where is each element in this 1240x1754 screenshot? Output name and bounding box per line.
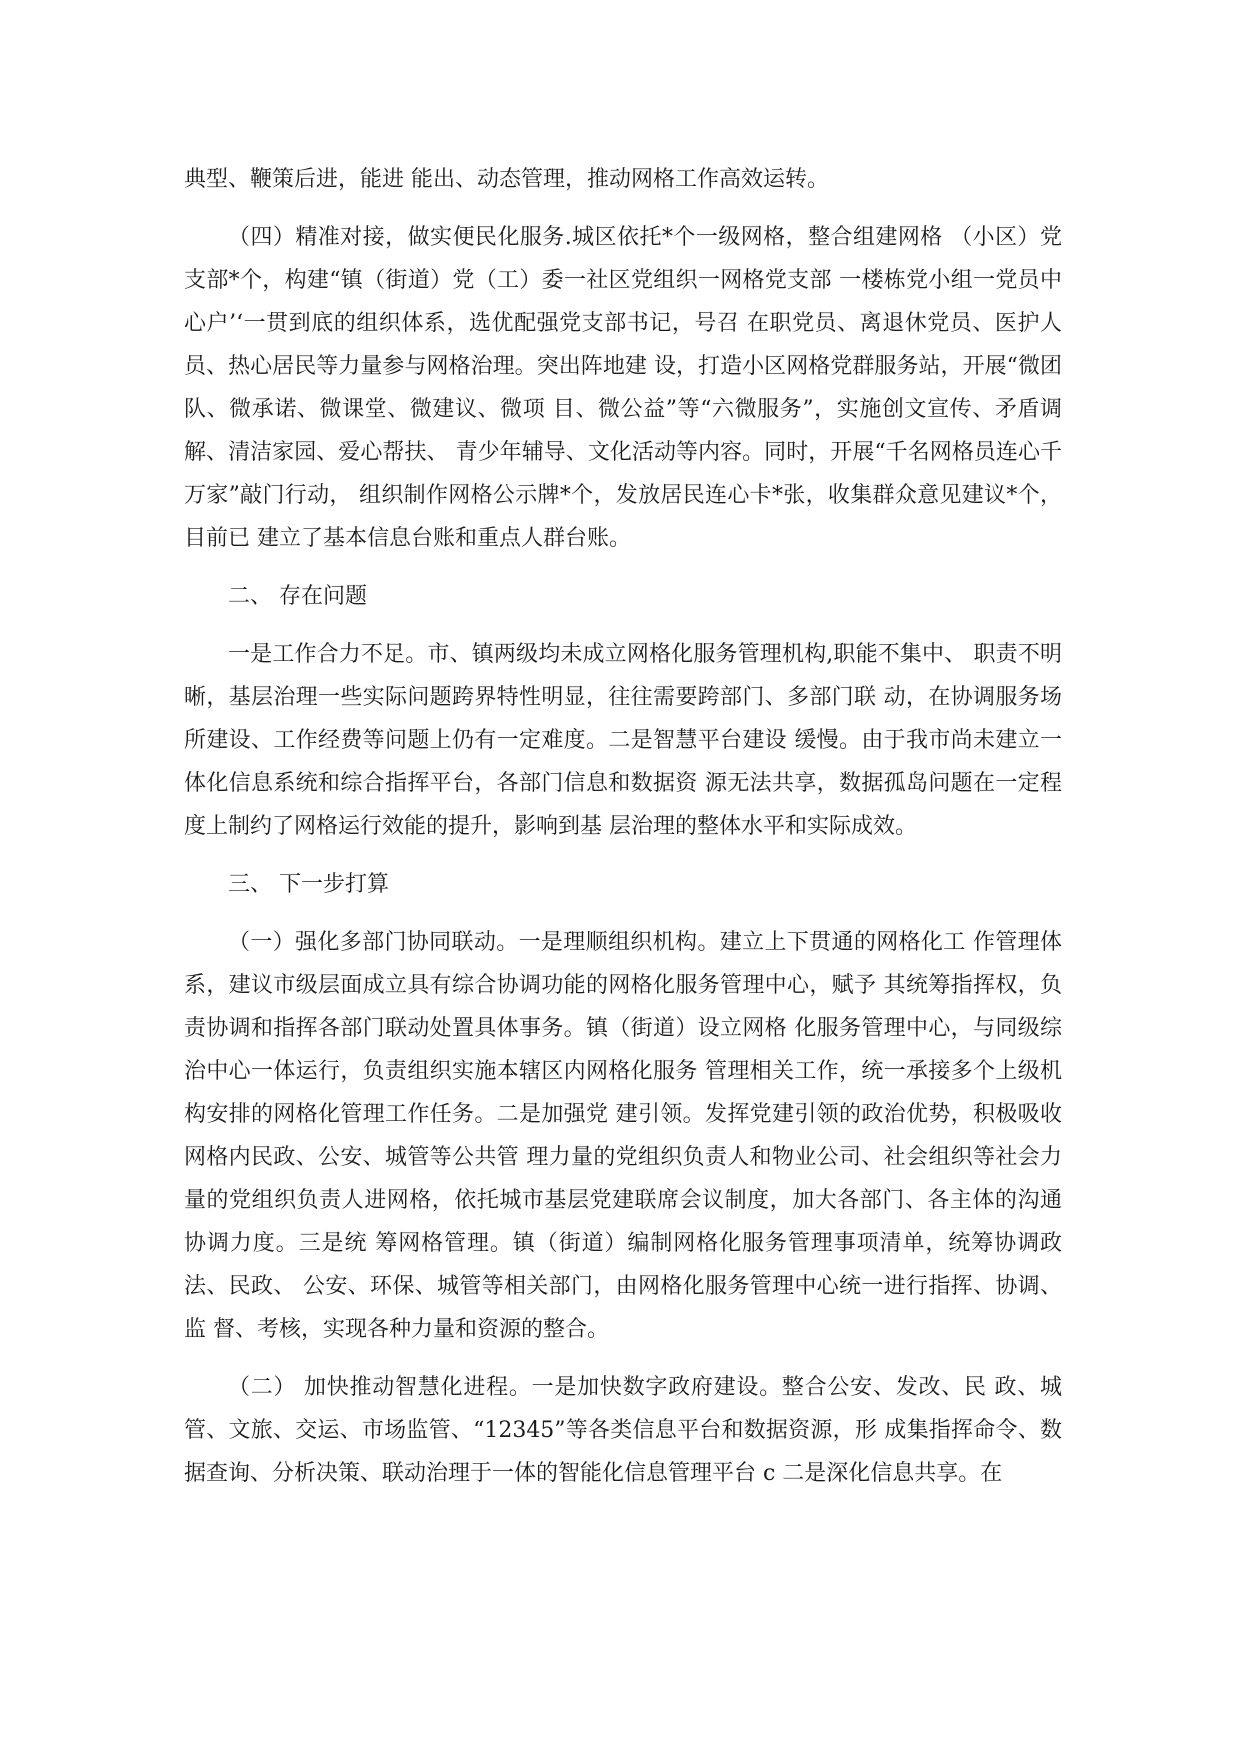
heading-existing-problems: 二、 存在问题 bbox=[228, 584, 367, 609]
paragraph-section-four: （四）精准对接，做实便民化服务.城区依托*个一级网格，整合组建网格 （小区）党支部*个，构建“镇（街道）党（工）委一社区党组织一网格党支部 一楼栋党小组一党员中心户’‘一贯到底的组织体系，选优配强党支部书记，号召 在职党员、离退休党员、医护人员、热心居民等力量参与网格治理。突出阵地建 设，打造小区网格党群服务站，开展“微团队、微承诺、微课堂、微建议、微项 目、微公益”等“六微服务”，实施创文宣传、矛盾调解、清洁家园、爱心帮扶、 青少年辅导、文化活动等内容。同时，开展“千名网格员连心千万家”敲门行动， 组织制作网格公示牌*个，发放居民连心卡*张，收集群众意见建议*个，目前已 建立了基本信息台账和重点人群台账。 bbox=[184, 225, 1062, 551]
paragraph-step-two: （二） 加快推动智慧化进程。一是加快数字政府建设。整合公安、发改、民 政、城管、文旅、交运、市场监管、“12345”等各类信息平台和数据资源，形 成集指挥命令、数据查询、分析决策、联动治理于一体的智能化信息管理平台 c 二是深化信息共享。在 bbox=[184, 1375, 1062, 1486]
heading-next-steps: 三、 下一步打算 bbox=[228, 872, 389, 897]
paragraph-continuation: 典型、鞭策后进，能进 能出、动态管理，推动网格工作高效运转。 bbox=[184, 167, 829, 192]
paragraph-step-one: （一）强化多部门协同联动。一是理顺组织机构。建立上下贯通的网格化工 作管理体系，建议市级层面成立具有综合协调功能的网格化服务管理中心，赋予 其统筹指挥权，负责协调和指挥各部门联动处置具体事务。镇（街道）设立网格 化服务管理中心，与同级综治中心一体运行，负责组织实施本辖区内网格化服务 管理相关工作，统一承接多个上级机构安排的网格化管理工作任务。二是加强党 建引领。发挥党建引领的政治优势，积极吸收网格内民政、公安、城管等公共管 理力量的党组织负责人和物业公司、社会组织等社会力量的党组织负责人进网格，依托城市基层党建联席会议制度，加大各部门、各主体的沟通协调力度。三是统 筹网格管理。镇（街道）编制网格化服务管理事项清单，统筹协调政法、民政、 公安、环保、城管等相关部门，由网格化服务管理中心统一进行指挥、协调、监 督、考核，实现各种力量和资源的整合。 bbox=[184, 930, 1062, 1342]
paragraph-problems: 一是工作合力不足。市、镇两级均未成立网格化服务管理机构,职能不集中、 职责不明晰，基层治理一些实际问题跨界特性明显，往往需要跨部门、多部门联 动，在协调服务场所建设、工作经费等问题上仍有一定难度。二是智慧平台建设 缓慢。由于我市尚未建立一体化信息系统和综合指挥平台，各部门信息和数据资 源无法共享，数据孤岛问题在一定程度上制约了网格运行效能的提升，影响到基 层治理的整体水平和实际成效。 bbox=[184, 642, 1062, 839]
document-body bbox=[184, 158, 1062, 1510]
